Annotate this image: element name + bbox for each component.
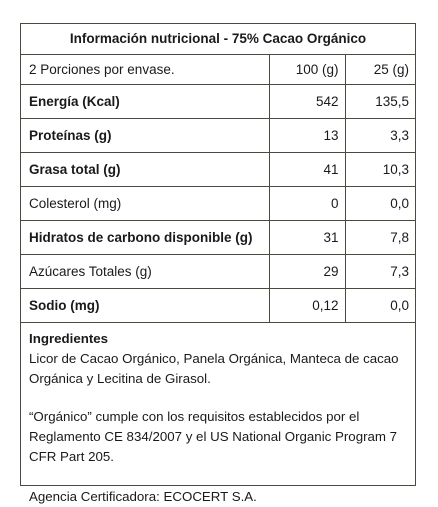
value-100g: 13 xyxy=(269,118,345,152)
row-label: Colesterol (mg) xyxy=(21,186,269,220)
panel-title: Información nutricional - 75% Cacao Orgánico xyxy=(21,24,415,55)
row-label: Sodio (mg) xyxy=(21,288,269,322)
nutrition-row xyxy=(21,254,415,288)
nutrition-table xyxy=(21,55,415,323)
value-100g: 29 xyxy=(269,254,345,288)
nutrition-row xyxy=(21,220,415,254)
value-25g: 0,0 xyxy=(345,288,415,322)
nutrition-row xyxy=(21,55,415,84)
value-100g: 41 xyxy=(269,152,345,186)
nutrition-row xyxy=(21,152,415,186)
row-label: Grasa total (g) xyxy=(21,152,269,186)
certifier-text: Agencia Certificadora: ECOCERT S.A. xyxy=(29,488,257,504)
row-label: Energía (Kcal) xyxy=(21,84,269,118)
ingredients-heading: Ingredientes xyxy=(29,330,109,346)
value-25g: 3,3 xyxy=(345,118,415,152)
ingredients-section xyxy=(21,323,415,507)
value-100g: 0,12 xyxy=(269,288,345,322)
value-25g: 135,5 xyxy=(345,84,415,118)
nutrition-row xyxy=(21,186,415,220)
value-25g: 0,0 xyxy=(345,186,415,220)
row-label: Hidratos de carbono disponible (g) xyxy=(21,220,269,254)
nutrition-row xyxy=(21,118,415,152)
nutrition-facts-panel xyxy=(20,23,416,504)
value-25g: 10,3 xyxy=(345,152,415,186)
row-label: 2 Porciones por envase. xyxy=(21,55,269,84)
value-25g: 25 (g) xyxy=(345,55,415,84)
row-label: Azúcares Totales (g) xyxy=(21,254,269,288)
ingredients-text: Licor de Cacao Orgánico, Panela Orgánica, Manteca de cacao Orgánica y Lecitina de Girasol. xyxy=(29,350,399,386)
value-100g: 100 (g) xyxy=(269,55,345,84)
nutrition-row xyxy=(21,84,415,118)
value-100g: 31 xyxy=(269,220,345,254)
value-100g: 0 xyxy=(269,186,345,220)
row-label: Proteínas (g) xyxy=(21,118,269,152)
organic-note: “Orgánico” cumple con los requisitos establecidos por el Reglamento CE 834/2007 y el US National Organic Program 7 CFR Part 205. xyxy=(29,408,398,464)
value-25g: 7,8 xyxy=(345,220,415,254)
value-100g: 542 xyxy=(269,84,345,118)
nutrition-row xyxy=(21,288,415,322)
value-25g: 7,3 xyxy=(345,254,415,288)
